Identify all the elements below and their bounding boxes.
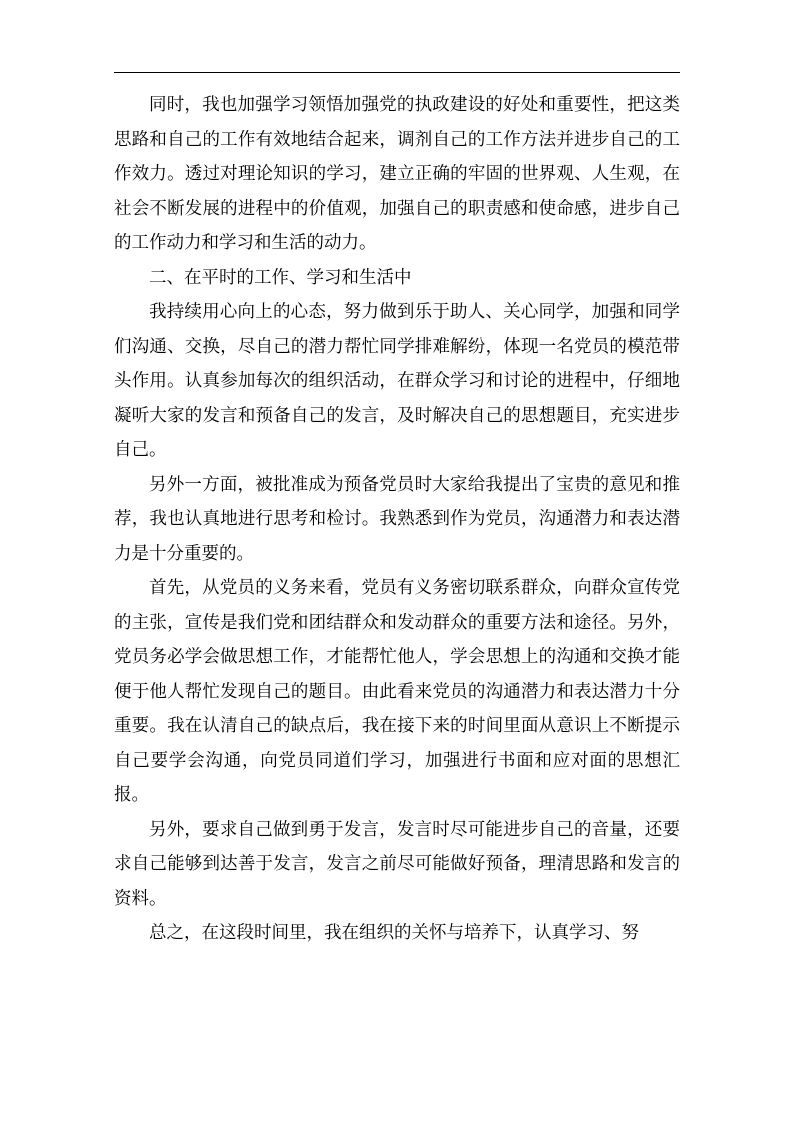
- paragraph-conclusion: 总之，在这段时间里，我在组织的关怀与培养下，认真学习、努: [149, 923, 639, 943]
- section-heading-daily-life: 二、在平时的工作、学习和生活中: [149, 267, 412, 288]
- document-body: [114, 88, 680, 951]
- paragraph-feedback-reflection: 另外一方面，被批准成为预备党员时大家给我提出了宝贵的意见和推荐，我也认真地进行思考和检讨。我熟悉到作为党员，沟通潜力和表达潜力是十分重要的。: [114, 474, 680, 564]
- paragraph-helping-classmates: 我持续用心向上的心态，努力做到乐于助人、关心同学，加强和同学们沟通、交换，尽自己的潜力帮忙同学排难解纷，体现一名党员的模范带头作用。认真参加每次的组织活动，在群众学习和讨论的进程中，仔细地凝听大家的发言和预备自己的发言，及时解决自己的思想题目，充实进步自己。: [114, 302, 680, 460]
- header-rule: [114, 72, 680, 73]
- paragraph-study-importance: 同时，我也加强学习领悟加强党的执政建设的好处和重要性，把这类思路和自己的工作有效地结合起来，调剂自己的工作方法并进步自己的工作效力。透过对理论知识的学习，建立正确的牢固的世界观、人生观，在社会不断发展的进程中的价值观，加强自己的职责感和使命感，进步自己的工作动力和学习和生活的动力。: [114, 95, 680, 253]
- paragraph-speaking-goals: 另外，要求自己做到勇于发言，发言时尽可能进步自己的音量，还要求自己能够到达善于发言，发言之前尽可能做好预备，理清思路和发言的资料。: [114, 819, 680, 909]
- paragraph-party-duties: 首先，从党员的义务来看，党员有义务密切联系群众，向群众宣传党的主张，宣传是我们党和团结群众和发动群众的重要方法和途径。另外，党员务必学会做思想工作，才能帮忙他人，学会思想上的沟通和交换才能便于他人帮忙发现自己的题目。由此看来党员的沟通潜力和表达潜力十分重要。我在认清自己的缺点后，我在接下来的时间里面从意识上不断提示自己要学会沟通，向党员同道们学习，加强进行书面和应对面的思想汇报。: [114, 578, 680, 805]
